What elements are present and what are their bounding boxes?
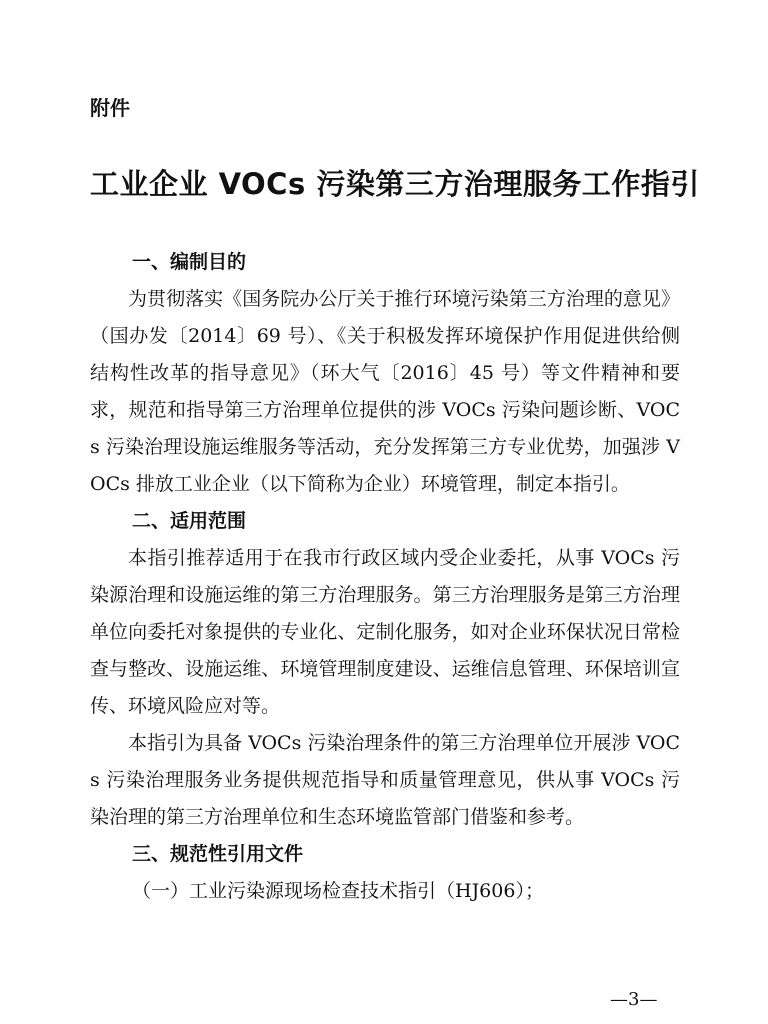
section-scope	[90, 503, 680, 836]
section-purpose	[90, 244, 680, 503]
purpose-paragraph: 为贯彻落实《国务院办公厅关于推行环境污染第三方治理的意见》（国办发〔2014〕69 号）、《关于积极发挥环境保护作用促进供给侧结构性改革的指导意见》（环大气〔2016〕45 号）等文件精神和要求，规范和指导第三方治理单位提供的涉 VOCs 污染问题诊断、VOCs 污染治理设施运维服务等活动，充分发挥第三方专业优势，加强涉 VOCs 排放工业企业（以下简称为企业）环境管理，制定本指引。	[90, 288, 680, 495]
reference-item-1: （一）工业污染源现场检查技术指引（HJ606）；	[132, 880, 544, 902]
section-heading-references: 三、规范性引用文件	[132, 843, 304, 865]
document-title: 工业企业 VOCs 污染第三方治理服务工作指引	[90, 167, 700, 201]
scope-paragraph-1: 本指引推荐适用于在我市行政区域内受企业委托，从事 VOCs 污染源治理和设施运维的第三方治理服务。第三方治理服务是第三方治理单位向委托对象提供的专业化、定制化服务，如对企业环保状况日常检查与整改、设施运维、环境管理制度建设、运维信息管理、环保培训宣传、环境风险应对等。	[90, 547, 680, 717]
section-references	[90, 836, 680, 910]
scope-paragraph-2: 本指引为具备 VOCs 污染治理条件的第三方治理单位开展涉 VOCs 污染治理服务业务提供规范指导和质量管理意见，供从事 VOCs 污染治理的第三方治理单位和生态环境监管部门借鉴和参考。	[90, 732, 680, 828]
page-number: —3—	[610, 989, 658, 1010]
document-body	[90, 244, 680, 910]
attachment-label: 附件	[90, 96, 130, 120]
section-heading-purpose: 一、编制目的	[132, 251, 247, 273]
section-heading-scope: 二、适用范围	[132, 510, 247, 532]
